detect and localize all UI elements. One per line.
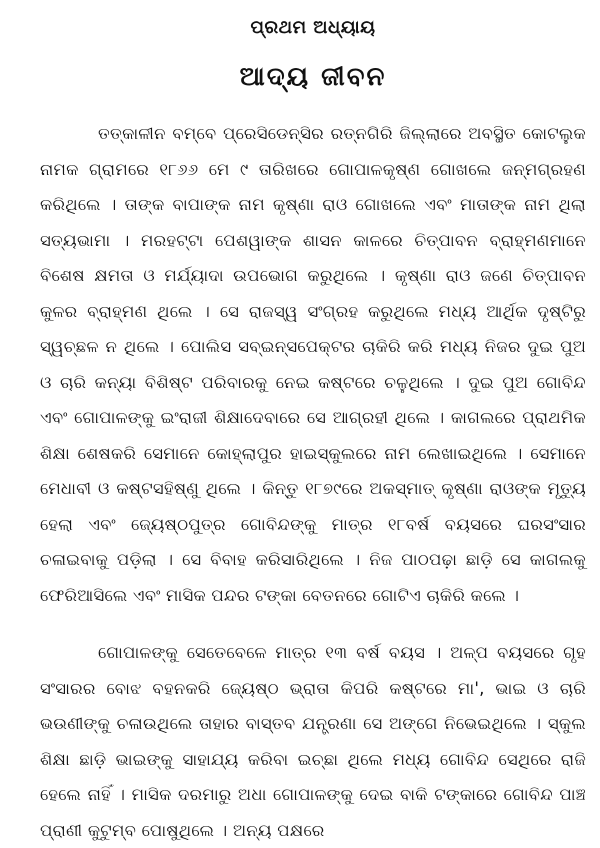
body-paragraph-1: ତତ୍କାଳୀନ ବମ୍ବେ ପ୍ରେସିଡେନ୍ସିର ରତ୍ନଗିରି ଜିଲ୍ଲାରେ ଅବସ୍ଥିତ କୋଟଲୁକ ନାମକ ଗ୍ରାମରେ ୧୮୬୬ ମେ ୯ ତାରିଖରେ ଗୋପାଳକୃଷ୍ଣ ଗୋଖଲେ ଜନ୍ମଗ୍ରହଣ କରିଥିଲେ । ତାଙ୍କ ବାପାଙ୍କ ନାମ କୃଷ୍ଣା ରାଓ ଗୋଖଲେ ଏବଂ ମାତାଙ୍କ ନାମ ଥିଲା ସତ୍ୟଭାମା । ମରହଟ୍ଟା ପେଶୱାଙ୍କ ଶାସନ କାଳରେ ଚିତ୍ପାବନ ବ୍ରାହ୍ମଣମାନେ ବିଶେଷ କ୍ଷମତା ଓ ମର୍ଯ୍ୟାଦା ଉପଭୋଗ କରୁଥିଲେ । କୃଷ୍ଣା ରାଓ ଜଣେ ଚିତ୍ପାବନ କୁଳର ବ୍ରାହ୍ମଣ ଥିଲେ । ସେ ରାଜସ୍ୱ ସଂଗ୍ରହ କରୁଥିଲେ ମଧ୍ୟ ଆର୍ଥିକ ଦୃଷ୍ଟିରୁ ସ୍ୱଚ୍ଛଳ ନ ଥିଲେ । ପୋଲିସ ସବ୍ଇନ୍ସପେକ୍ଟର ଚାକିରି କରି ମଧ୍ୟ ନିଜର ଦୁଇ ପୁଅ ଓ ଚାରି କନ୍ୟା ବିଶିଷ୍ଟ ପରିବାରକୁ ନେଇ କଷ୍ଟରେ ଚଳୁଥିଲେ । ଦୁଇ ପୁଅ ଗୋବିନ୍ଦ ଏବଂ ଗୋପାଳଙ୍କୁ ଇଂରାଜୀ ଶିକ୍ଷାଦେବାରେ ସେ ଆଗ୍ରହୀ ଥିଲେ । କାଗଲରେ ପ୍ରାଥମିକ ଶିକ୍ଷା ଶେଷକରି ସେମାନେ କୋହ୍ଲାପୁର ହାଇସ୍କୁଲରେ ନାମ ଲେଖାଇଥିଲେ । ସେମାନେ ମେଧାବୀ ଓ କଷ୍ଟସହିଷ୍ଣୁ ଥିଲେ । କିନ୍ତୁ ୧୮୭୯ରେ ଅକସ୍ମାତ୍ କୃଷ୍ଣା ରାଓଙ୍କ ମୃତ୍ୟୁ ହେଲା ଏବଂ ଜ୍ୟେଷ୍ଠପୁତ୍ର ଗୋବିନ୍ଦଙ୍କୁ ମାତ୍ର ୧୮ବର୍ଷ ବୟସରେ ଘରସଂସାର ଚଳାଇବାକୁ ପଡ଼ିଲା । ସେ ବିବାହ କରିସାରିଥିଲେ । ନିଜ ପାଠପଢ଼ା ଛାଡ଼ି ସେ କାଗଲକୁ ଫେରିଆସିଲେ ଏବଂ ମାସିକ ପନ୍ଦର ଟଙ୍କା ବେତନରେ ଗୋଟିଏ ଚାକିରି କଲେ । — [40, 124, 586, 605]
chapter-heading: ପ୍ରଥମ ଅଧ୍ୟାୟ — [250, 17, 376, 38]
body-paragraph-2: ଗୋପାଳଙ୍କୁ ସେତେବେଳେ ମାତ୍ର ୧୩ ବର୍ଷ ବୟସ । ଅଳ୍ପ ବୟସରେ ଗୃହ ସଂସାରର ବୋଝ ବହନକରି ଜ୍ୟେଷ୍ଠ ଭ୍ରାତା କିପରି କଷ୍ଟରେ ମା', ଭାଇ ଓ ଚାରି ଭଉଣୀଙ୍କୁ ଚଳାଉଥିଲେ ତାହାର ବାସ୍ତବ ଯନ୍ତ୍ରଣା ସେ ଅଙ୍ଗେ ନିଭେଇଥିଲେ । ସ୍କୁଲ ଶିକ୍ଷା ଛାଡ଼ି ଭାଇଙ୍କୁ ସାହାଯ୍ୟ କରିବା ଇଚ୍ଛା ଥିଲେ ମଧ୍ୟ ଗୋବିନ୍ଦ ସେଥିରେ ରାଜି ହେଲେ ନାହିଁ । ମାସିକ ଦରମାରୁ ଅଧା ଗୋପାଳଙ୍କୁ ଦେଇ ବାକି ଟଙ୍କାରେ ଗୋବିନ୍ଦ ପାଞ୍ଚ ପ୍ରାଣୀ କୁଟୁମ୍ବ ପୋଷୁଥିଲେ । ଅନ୍ୟ ପକ୍ଷରେ — [40, 643, 586, 840]
chapter-title: ଆଦ୍ୟ ଜୀବନ — [239, 62, 387, 92]
